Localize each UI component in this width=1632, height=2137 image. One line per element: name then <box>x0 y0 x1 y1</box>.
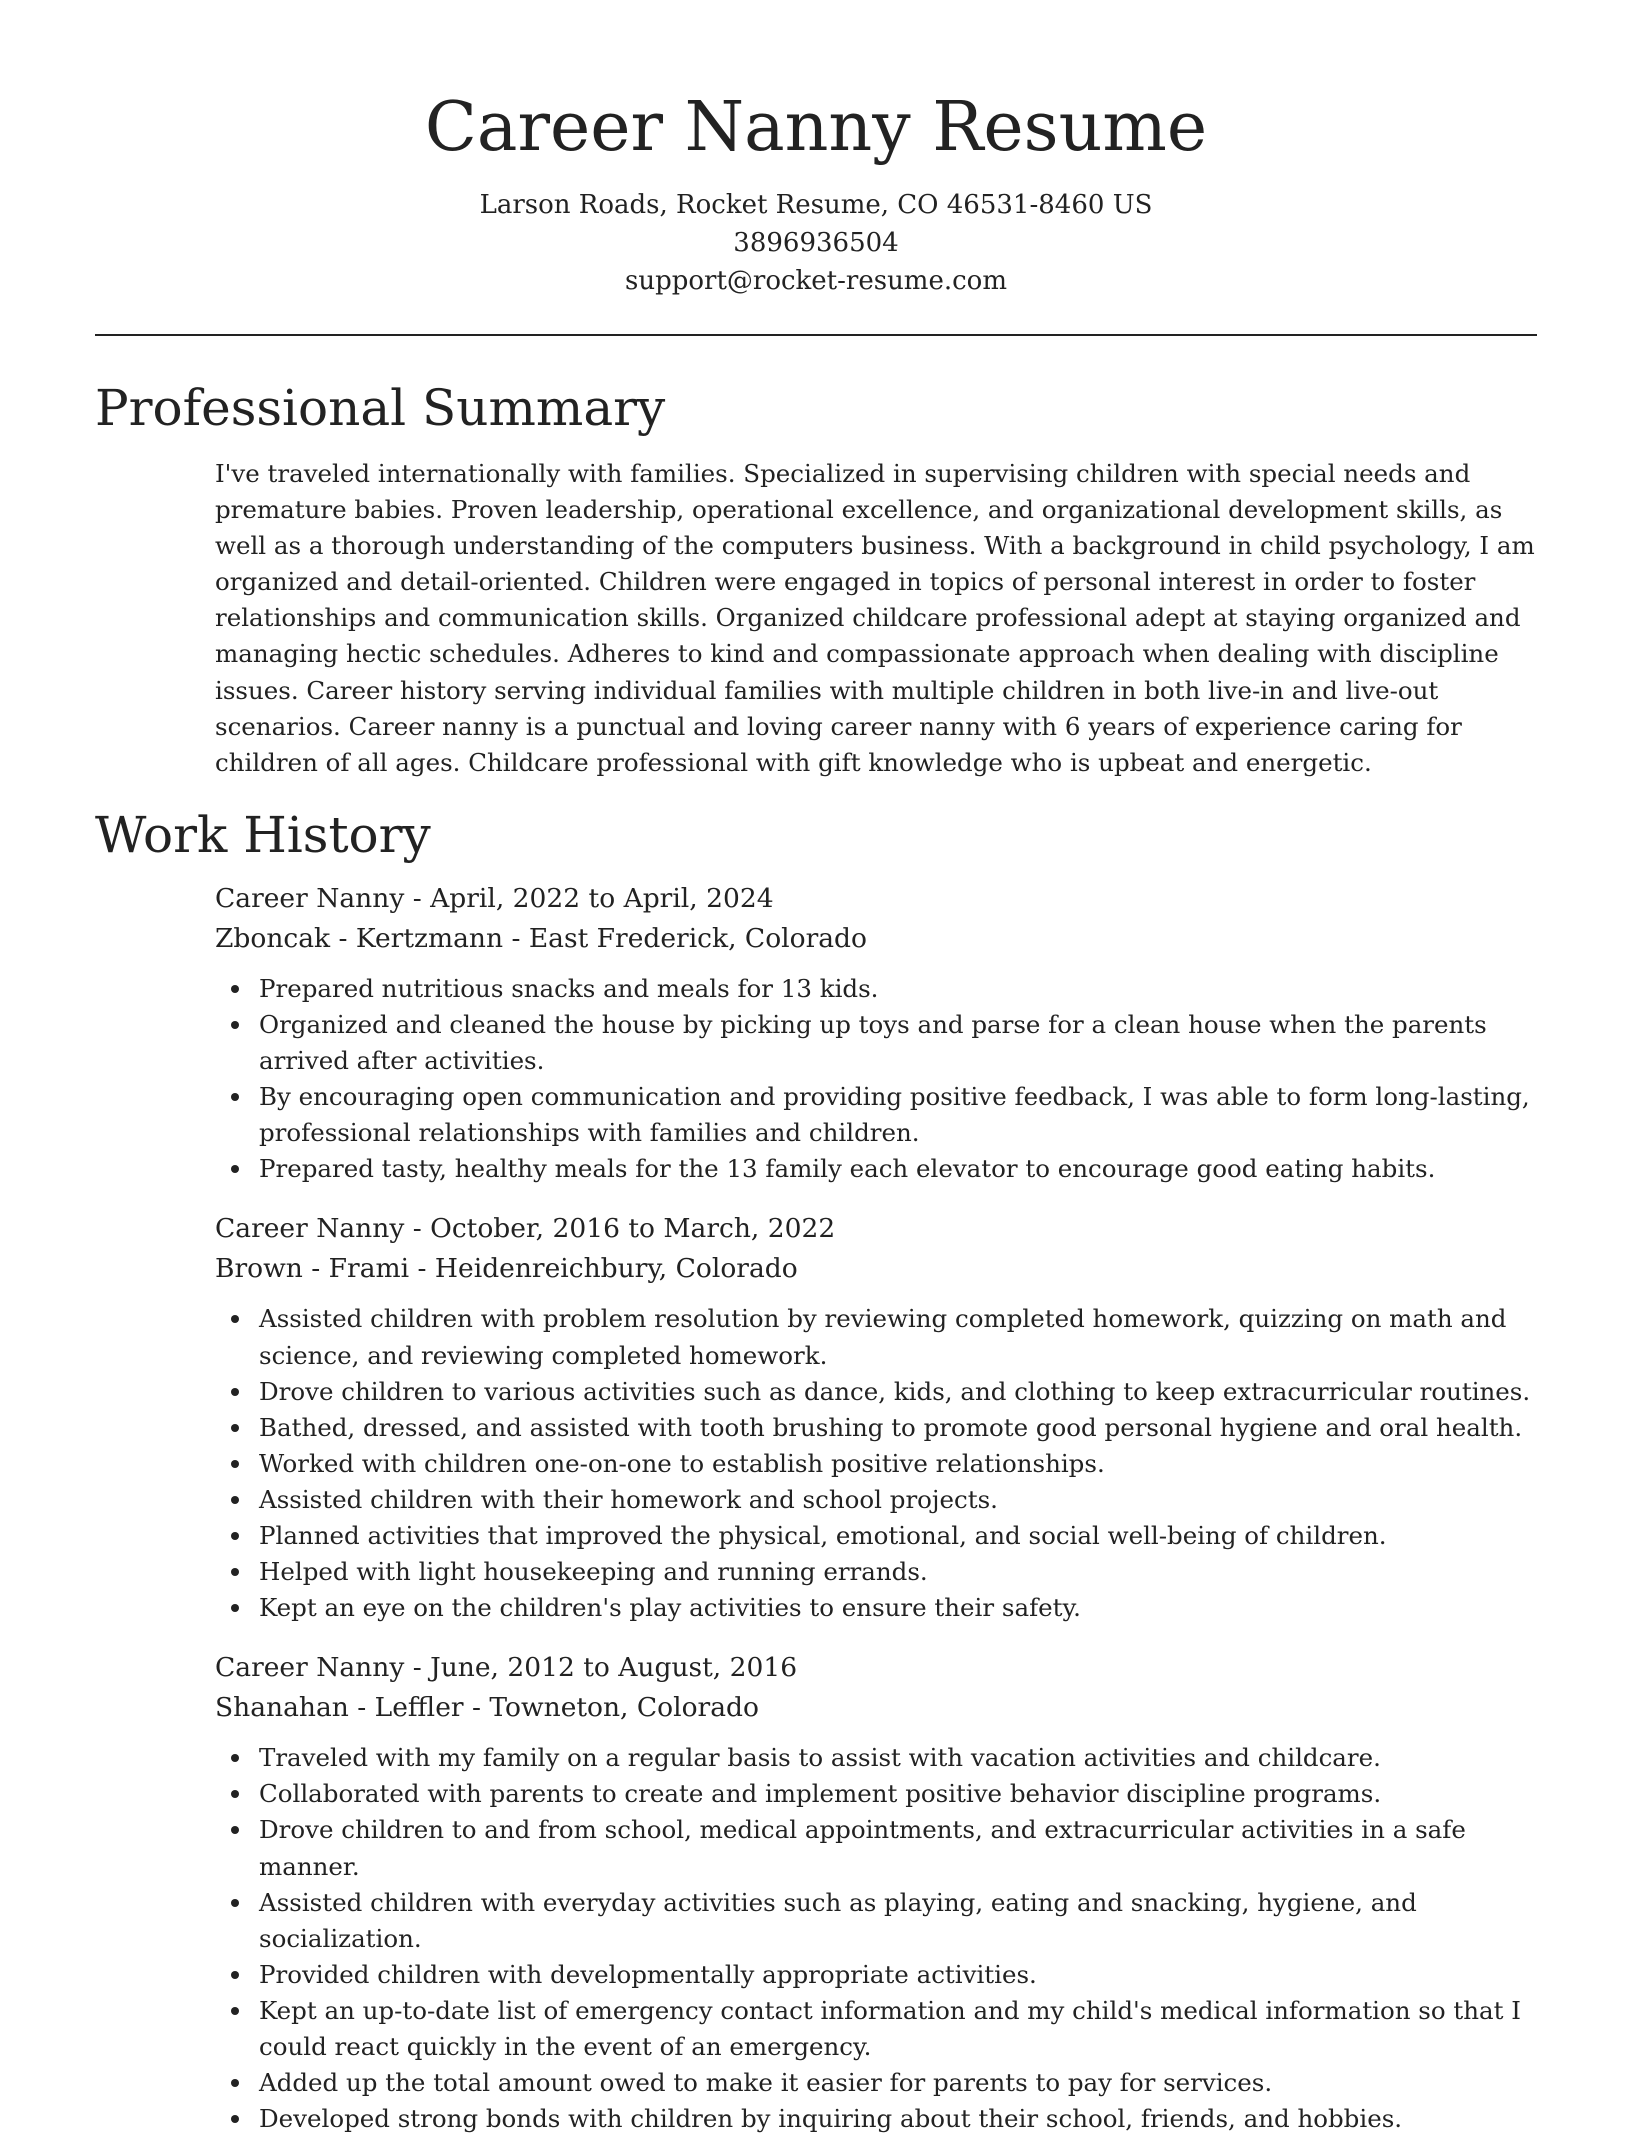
job-duties-list <box>215 1740 1537 2137</box>
job-dates: June, 2012 to August, 2016 <box>430 1652 798 1684</box>
job-entry <box>215 879 1537 1188</box>
job-duty: Organized and cleaned the house by picking up toys and parse for a clean house when the parents arrived after activities. <box>259 1007 1537 1079</box>
job-role: Career Nanny <box>215 1652 405 1684</box>
job-location: Towneton, Colorado <box>489 1692 759 1724</box>
job-entry <box>215 1648 1537 2137</box>
summary-heading: Professional Summary <box>95 379 666 437</box>
job-duty: Kept an up-to-date list of emergency contact information and my child's medical information so that I could react quickly in the event of an emergency. <box>259 1993 1537 2065</box>
contact-address: Larson Roads, Rocket Resume, CO 46531-8460 US <box>479 190 1153 220</box>
header-divider <box>95 334 1537 336</box>
job-duty: Assisted children with everyday activities such as playing, eating and snacking, hygiene, and socialization. <box>259 1885 1537 1957</box>
job-title-line: Career Nanny - October, 2016 to March, 2022 <box>215 1213 836 1245</box>
job-duty: Added up the total amount owed to make it easier for parents to pay for services. <box>259 2065 1537 2101</box>
job-company-line: Brown - Frami - Heidenreichbury, Colorado <box>215 1253 798 1285</box>
job-employer: Shanahan - Leffler <box>215 1692 464 1724</box>
job-employer: Zboncak - Kertzmann <box>215 922 504 954</box>
job-duty: By encouraging open communication and providing positive feedback, I was able to form long-lasting, professional relationships with families and children. <box>259 1079 1537 1151</box>
job-duty: Provided children with developmentally appropriate activities. <box>259 1957 1537 1993</box>
contact-info <box>95 186 1537 300</box>
job-title-line: Career Nanny - April, 2022 to April, 2024 <box>215 882 774 914</box>
resume-header <box>95 0 1537 300</box>
job-employer: Brown - Frami <box>215 1253 410 1285</box>
job-title-line: Career Nanny - June, 2012 to August, 2016 <box>215 1652 798 1684</box>
job-duty: Assisted children with their homework and school projects. <box>259 1482 1537 1518</box>
job-duties-list <box>215 971 1537 1188</box>
job-dates: October, 2016 to March, 2022 <box>430 1213 836 1245</box>
resume-name: Career Nanny Resume <box>424 88 1208 167</box>
job-role: Career Nanny <box>215 882 405 914</box>
job-company-line: Zboncak - Kertzmann - East Frederick, Colorado <box>215 922 867 954</box>
job-duty: Drove children to and from school, medical appointments, and extracurricular activities in a safe manner. <box>259 1812 1537 1884</box>
contact-email: support@rocket-resume.com <box>624 266 1007 296</box>
job-duty: Prepared nutritious snacks and meals for 13 kids. <box>259 971 1537 1007</box>
job-dates: April, 2022 to April, 2024 <box>430 882 774 914</box>
job-location: Heidenreichbury, Colorado <box>434 1253 798 1285</box>
job-duty: Developed strong bonds with children by inquiring about their school, friends, and hobbies. <box>259 2101 1537 2137</box>
job-duty: Worked with children one-on-one to establish positive relationships. <box>259 1446 1537 1482</box>
job-company-line: Shanahan - Leffler - Towneton, Colorado <box>215 1692 759 1724</box>
job-duty: Helped with light housekeeping and running errands. <box>259 1554 1537 1590</box>
job-location: East Frederick, Colorado <box>528 922 867 954</box>
job-duty: Kept an eye on the children's play activities to ensure their safety. <box>259 1590 1537 1626</box>
job-duty: Assisted children with problem resolution by reviewing completed homework, quizzing on math and science, and reviewing completed homework. <box>259 1301 1537 1373</box>
job-duty: Planned activities that improved the physical, emotional, and social well-being of children. <box>259 1518 1537 1554</box>
job-duty: Traveled with my family on a regular basis to assist with vacation activities and childcare. <box>259 1740 1537 1776</box>
job-duty: Drove children to various activities such as dance, kids, and clothing to keep extracurricular routines. <box>259 1374 1537 1410</box>
job-entry <box>215 1209 1537 1626</box>
summary-section <box>95 456 1537 781</box>
job-duty: Prepared tasty, healthy meals for the 13 family each elevator to encourage good eating habits. <box>259 1151 1537 1187</box>
job-role: Career Nanny <box>215 1213 405 1245</box>
job-duties-list <box>215 1301 1537 1626</box>
job-duty: Bathed, dressed, and assisted with tooth brushing to promote good personal hygiene and oral health. <box>259 1410 1537 1446</box>
summary-text: I've traveled internationally with families. Specialized in supervising children with special needs and premature babies. Proven leadership, operational excellence, and organizational development skills, as well as a thorough understanding of the computers business. With a background in child psychology, I am organized and detail-oriented. Children were engaged in topics of personal interest in order to foster relationships and communication skills. Organized childcare professional adept at staying organized and managing hectic schedules. Adheres to kind and compassionate approach when dealing with discipline issues. Career history serving individual families with multiple children in both live-in and live-out scenarios. Career nanny is a punctual and loving career nanny with 6 years of experience caring for children of all ages. Childcare professional with gift knowledge who is upbeat and energetic. <box>215 459 1535 777</box>
work-history-heading: Work History <box>95 805 431 864</box>
contact-phone: 3896936504 <box>733 228 899 258</box>
work-history-section <box>95 879 1537 2137</box>
job-duty: Collaborated with parents to create and implement positive behavior discipline programs. <box>259 1776 1537 1812</box>
